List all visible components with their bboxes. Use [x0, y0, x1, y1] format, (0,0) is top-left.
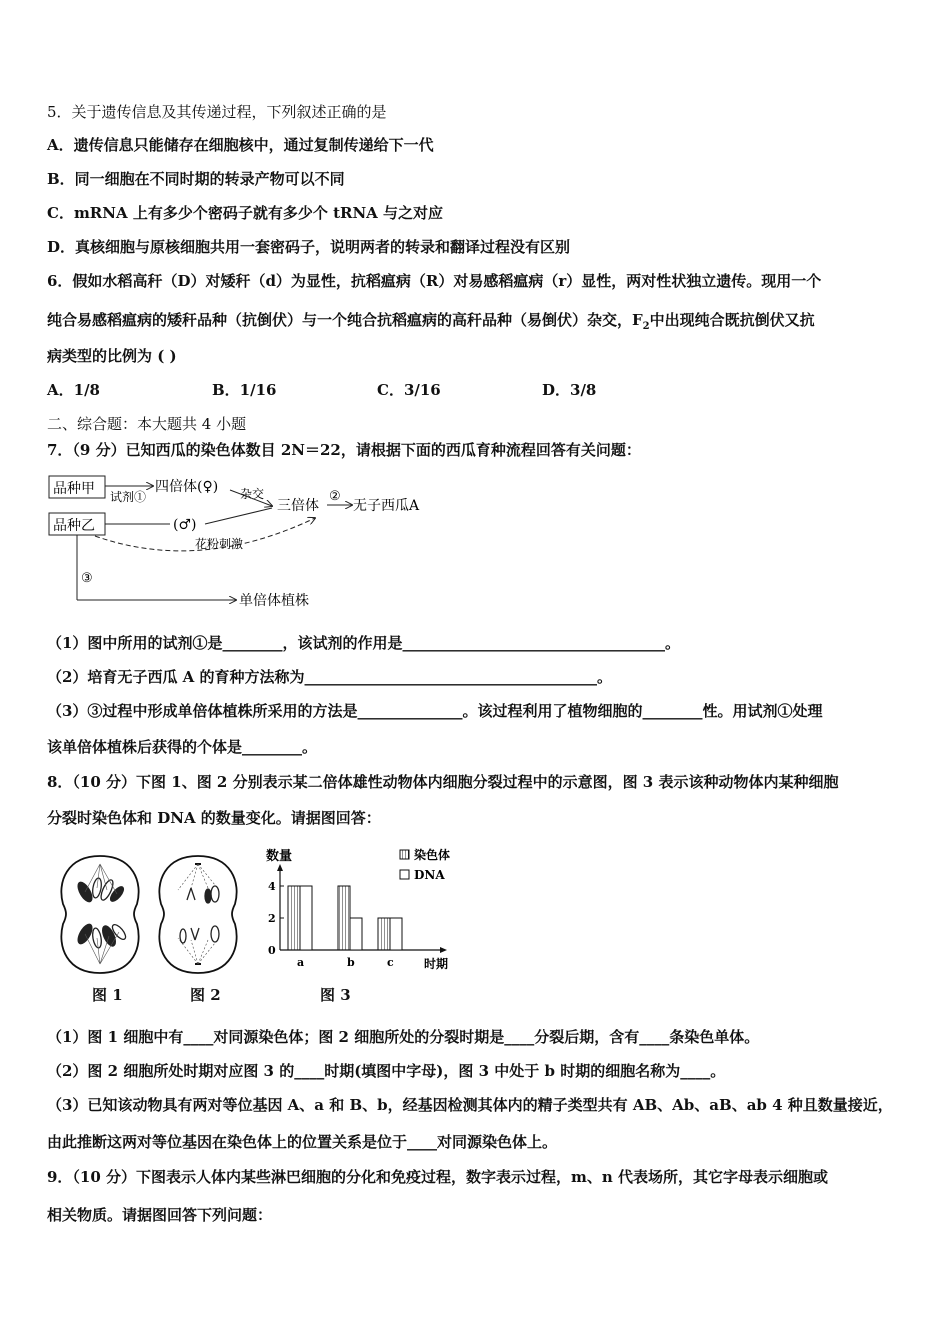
q5-option-c: C．mRNA 上有多少个密码子就有多少个 tRNA 与之对应 [47, 204, 444, 222]
q7-part3-cont: 该单倍体植株后获得的个体是________。 [47, 738, 318, 756]
chart-x-arrowhead [440, 947, 447, 953]
q6-option-b: B．1/16 [212, 381, 277, 399]
figure1-caption: 图 1 [92, 986, 123, 1004]
variety-a-label: 品种甲 [53, 481, 95, 497]
triploid-label: 三倍体 [277, 498, 319, 514]
chromosomes-lower [75, 922, 128, 949]
q7-stem: 7．（9 分）已知西瓜的染色体数目 2N＝22，请根据下面的西瓜育种流程回答有关问题： [47, 441, 641, 459]
figure2-caption: 图 2 [190, 986, 221, 1004]
q6-line2a: 纯合易感稻瘟病的矮秆品种（抗倒伏）与一个纯合抗稻瘟病的高秆品种（易倒伏）杂交，F [47, 311, 643, 329]
x-tick-a: a [297, 956, 305, 969]
y-tick-4: 4 [268, 880, 276, 893]
chromosomes-upper [75, 877, 126, 904]
q8-part1: （1）图 1 细胞中有____对同源染色体；图 2 细胞所处的分裂时期是____分裂后期，含有____条染色单体。 [47, 1028, 760, 1046]
q7-part1: （1）图中所用的试剂①是________，该试剂的作用是___________________________________。 [47, 634, 680, 652]
cell-membrane [159, 856, 236, 973]
q6-option-c: C．3/16 [377, 381, 441, 399]
q5-option-a: A．遗传信息只能储存在细胞核中，通过复制传递给下一代 [47, 136, 434, 154]
spindle-fibers [178, 864, 219, 964]
legend-label-chromosome: 染色体 [414, 848, 451, 862]
q8-part3-cont: 由此推断这两对等位基因在染色体上的位置关系是位于____对同源染色体上。 [47, 1133, 558, 1151]
figure3-caption: 图 3 [320, 986, 351, 1004]
q5-option-b: B．同一细胞在不同时期的转录产物可以不同 [47, 170, 345, 188]
q6-option-d: D．3/8 [542, 381, 597, 399]
section2-heading: 二、综合题：本大题共 4 小题 [47, 415, 247, 433]
q6-line1: 6．假如水稻高秆（D）对矮秆（d）为显性，抗稻瘟病（R）对易感稻瘟病（r）显性，两对性状独立遗传。现用一个 [47, 272, 822, 290]
figure2-cell [153, 852, 243, 977]
y-tick-0: 0 [268, 944, 276, 957]
chart-y-arrowhead [277, 864, 283, 871]
tetraploid-label: 四倍体(♀) [155, 479, 219, 495]
q5-option-d: D．真核细胞与原核细胞共用一套密码子，说明两者的转录和翻译过程没有区别 [47, 238, 571, 256]
step3-label: ③ [81, 571, 93, 586]
bar-b-dna [350, 918, 362, 950]
reagent-label: 试剂① [110, 490, 147, 504]
chart-ylabel: 数量 [266, 849, 293, 864]
legend-swatch-dna [400, 870, 409, 879]
cross-label: 杂交 [240, 487, 265, 501]
q8-stem-line2: 分裂时染色体和 DNA 的数量变化。请据图回答： [47, 809, 381, 827]
seedless-label: 无子西瓜A [353, 498, 420, 514]
chromosomes-upper [187, 886, 219, 903]
q6-option-a: A．1/8 [47, 381, 100, 399]
q5-stem: 5．关于遗传信息及其传递过程，下列叙述正确的是 [47, 103, 387, 121]
q9-stem-line2: 相关物质。请据图回答下列问题： [47, 1206, 273, 1224]
bar-c-chromosome [378, 918, 390, 950]
bar-c-dna [390, 918, 402, 950]
q6-line2 [47, 310, 815, 337]
chart-marks [268, 880, 402, 969]
q6-line3: 病类型的比例为 ( ) [47, 347, 177, 365]
q8-part2: （2）图 2 细胞所处时期对应图 3 的____时期(填图中字母)，图 3 中处于 b 时期的细胞名称为____。 [47, 1062, 726, 1080]
q8-stem-line1: 8．（10 分）下图 1、图 2 分别表示某二倍体雄性动物体内细胞分裂过程中的示意图，图 3 表示该种动物体内某种细胞 [47, 773, 839, 791]
figure3-bar-chart [258, 842, 468, 972]
q7-part3: （3）③过程中形成单倍体植株所采用的方法是______________。该过程利用了植物细胞的________性。用试剂①处理 [47, 702, 823, 720]
bar-a-chromosome [288, 886, 300, 950]
chart-legend [400, 847, 450, 882]
bar-b-chromosome [338, 886, 350, 950]
pollen-label: 花粉刺激 [195, 537, 244, 551]
y-tick-2: 2 [268, 912, 276, 925]
q8-part3: （3）已知该动物具有两对等位基因 A、a 和 B、b，经基因检测其体内的精子类型共有 AB、Ab、aB、ab 4 种且数量接近， [47, 1096, 893, 1114]
x-tick-b: b [347, 956, 355, 969]
male-label: (♂) [173, 517, 197, 533]
q6-line2b: 中出现纯合既抗倒伏又抗 [649, 311, 815, 329]
haploid-label: 单倍体植株 [239, 593, 309, 609]
legend-swatch-chromosome [400, 850, 409, 859]
q9-stem-line1: 9．（10 分）下图表示人体内某些淋巴细胞的分化和免疫过程，数字表示过程，m、n 代表场所，其它字母表示细胞或 [47, 1168, 829, 1186]
chromosomes-lower [180, 926, 219, 943]
q7-part2: （2）培育无子西瓜 A 的育种方法称为_______________________________________。 [47, 668, 613, 686]
chart-xlabel: 时期 [424, 957, 449, 971]
q7-breeding-diagram [40, 468, 460, 618]
bar-a-dna [300, 886, 312, 950]
step2-label: ② [329, 489, 341, 504]
figure1-cell [55, 852, 145, 977]
cell-membrane [61, 856, 138, 973]
arrow-male-to-triploid [205, 508, 272, 524]
q6-line2-sub: 2 [642, 321, 650, 332]
legend-label-dna: DNA [414, 868, 445, 882]
variety-b-label: 品种乙 [53, 518, 95, 534]
x-tick-c: c [387, 956, 394, 969]
